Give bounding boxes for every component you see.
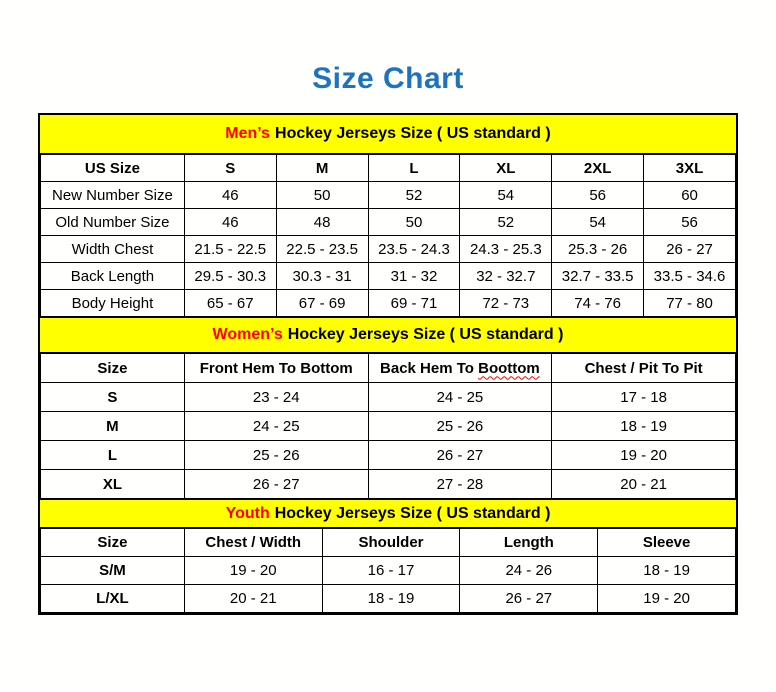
cell-value: 25 - 26 [368, 412, 552, 441]
mens-header-text: Hockey Jerseys Size ( US standard ) [275, 125, 551, 142]
column-header: S [184, 155, 276, 182]
size-chart [38, 113, 738, 615]
cell-value: 54 [552, 209, 644, 236]
cell-value: 26 - 27 [368, 441, 552, 470]
row-label: S [41, 383, 185, 412]
cell-value: 25.3 - 26 [552, 236, 644, 263]
row-label: Width Chest [41, 236, 185, 263]
cell-value: 24 - 25 [368, 383, 552, 412]
column-header: 3XL [644, 155, 736, 182]
row-label: Old Number Size [41, 209, 185, 236]
column-header: M [276, 155, 368, 182]
cell-value: 19 - 20 [552, 441, 736, 470]
row-label: L [41, 441, 185, 470]
cell-value: 17 - 18 [552, 383, 736, 412]
column-header: Back Hem To Boottom [368, 354, 552, 383]
cell-value: 31 - 32 [368, 263, 460, 290]
cell-value: 23.5 - 24.3 [368, 236, 460, 263]
column-header: 2XL [552, 155, 644, 182]
row-label: Back Length [41, 263, 185, 290]
column-header: Sleeve [598, 529, 736, 557]
table-row [41, 236, 736, 263]
row-label: S/M [41, 557, 185, 585]
table-row [41, 470, 736, 499]
womens-section-header [40, 317, 736, 353]
table-row [41, 412, 736, 441]
womens-header-text: Hockey Jerseys Size ( US standard ) [287, 326, 564, 343]
page-title: Size Chart [312, 62, 464, 95]
cell-value: 24.3 - 25.3 [460, 236, 552, 263]
column-header: L [368, 155, 460, 182]
cell-value: 16 - 17 [322, 557, 460, 585]
cell-value: 56 [644, 209, 736, 236]
cell-value: 19 - 20 [184, 557, 322, 585]
cell-value: 46 [184, 209, 276, 236]
cell-value: 32 - 32.7 [460, 263, 552, 290]
header-row [41, 354, 736, 383]
column-header: Shoulder [322, 529, 460, 557]
column-header: Chest / Width [184, 529, 322, 557]
cell-value: 67 - 69 [276, 290, 368, 317]
row-label: New Number Size [41, 182, 185, 209]
cell-value: 26 - 27 [184, 470, 368, 499]
cell-value: 74 - 76 [552, 290, 644, 317]
table-row [41, 585, 736, 613]
mens-section-header [40, 115, 736, 154]
cell-value: 50 [276, 182, 368, 209]
column-header: Length [460, 529, 598, 557]
cell-value: 20 - 21 [184, 585, 322, 613]
cell-value: 56 [552, 182, 644, 209]
row-label: Body Height [41, 290, 185, 317]
table-row [41, 557, 736, 585]
cell-value: 18 - 19 [552, 412, 736, 441]
youth-header-text: Hockey Jerseys Size ( US standard ) [274, 504, 551, 522]
column-header: Size [41, 529, 185, 557]
cell-value: 24 - 26 [460, 557, 598, 585]
cell-value: 25 - 26 [184, 441, 368, 470]
column-header: Chest / Pit To Pit [552, 354, 736, 383]
column-header: Front Hem To Bottom [184, 354, 368, 383]
table-row [41, 441, 736, 470]
cell-value: 52 [460, 209, 552, 236]
cell-value: 21.5 - 22.5 [184, 236, 276, 263]
cell-value: 69 - 71 [368, 290, 460, 317]
table-row [41, 182, 736, 209]
cell-value: 32.7 - 33.5 [552, 263, 644, 290]
cell-value: 77 - 80 [644, 290, 736, 317]
cell-value: 24 - 25 [184, 412, 368, 441]
youth-section-header [40, 499, 736, 528]
column-header: US Size [41, 155, 185, 182]
womens-header-accent: Women’s [212, 326, 283, 343]
row-label: M [41, 412, 185, 441]
cell-value: 20 - 21 [552, 470, 736, 499]
cell-value: 46 [184, 182, 276, 209]
cell-value: 18 - 19 [598, 557, 736, 585]
cell-value: 23 - 24 [184, 383, 368, 412]
cell-value: 19 - 20 [598, 585, 736, 613]
cell-value: 33.5 - 34.6 [644, 263, 736, 290]
cell-value: 26 - 27 [644, 236, 736, 263]
cell-value: 52 [368, 182, 460, 209]
cell-value: 30.3 - 31 [276, 263, 368, 290]
cell-value: 26 - 27 [460, 585, 598, 613]
youth-header-accent: Youth [225, 504, 270, 522]
cell-value: 29.5 - 30.3 [184, 263, 276, 290]
misspelled-word: Boottom [478, 359, 540, 377]
cell-value: 22.5 - 23.5 [276, 236, 368, 263]
youth-table [40, 528, 736, 613]
mens-header-accent: Men’s [225, 125, 271, 142]
table-row [41, 290, 736, 317]
cell-value: 18 - 19 [322, 585, 460, 613]
mens-table [40, 154, 736, 317]
table-row [41, 209, 736, 236]
column-header: XL [460, 155, 552, 182]
row-label: XL [41, 470, 185, 499]
table-row [41, 263, 736, 290]
row-label: L/XL [41, 585, 185, 613]
cell-value: 50 [368, 209, 460, 236]
header-row [41, 155, 736, 182]
cell-value: 48 [276, 209, 368, 236]
womens-table [40, 353, 736, 499]
cell-value: 54 [460, 182, 552, 209]
cell-value: 27 - 28 [368, 470, 552, 499]
cell-value: 72 - 73 [460, 290, 552, 317]
column-header: Size [41, 354, 185, 383]
header-row [41, 529, 736, 557]
cell-value: 65 - 67 [184, 290, 276, 317]
cell-value: 60 [644, 182, 736, 209]
table-row [41, 383, 736, 412]
